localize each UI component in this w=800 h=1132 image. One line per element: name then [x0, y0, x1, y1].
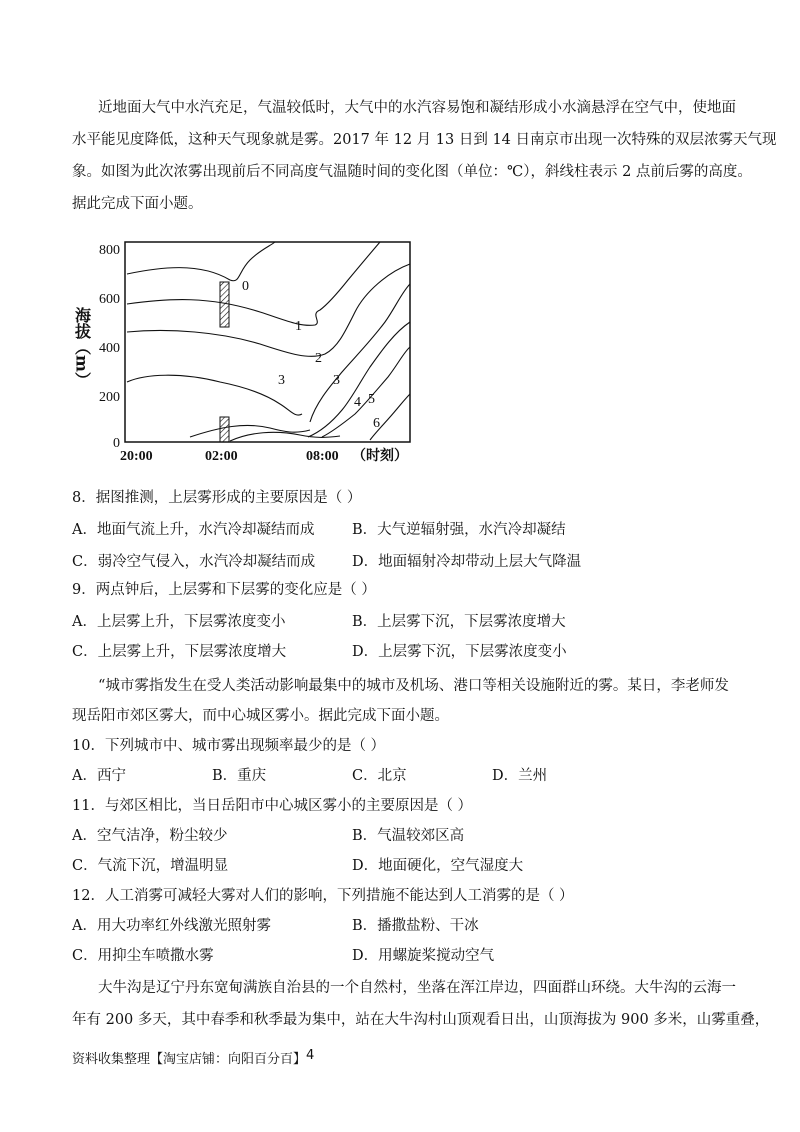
question-12-option-a[interactable]: A．用大功率红外线激光照射雾	[72, 918, 271, 934]
isotherm-surface-1	[190, 425, 310, 437]
y-axis-label: 海拔（m）	[72, 307, 92, 388]
temperature-contour-chart	[70, 232, 430, 467]
x-axis-label: （时刻）	[352, 448, 408, 464]
question-8-option-a[interactable]: A．地面气流上升，水汽冷却凝结而成	[72, 522, 315, 538]
isotherm-label-1: 1	[295, 319, 302, 334]
footer-source: 资料收集整理【淘宝店铺：向阳百分百】	[72, 1052, 307, 1067]
intro-line-1: 近地面大气中水汽充足，气温较低时，大气中的水汽容易饱和凝结形成小水滴悬浮在空气中，使地面	[98, 100, 736, 116]
question-10-option-b[interactable]: B．重庆	[212, 768, 267, 784]
question-9-option-c[interactable]: C．上层雾上升，下层雾浓度增大	[72, 644, 287, 660]
isotherm-label-0: 0	[242, 279, 249, 294]
question-11-option-b[interactable]: B．气温较郊区高	[352, 828, 465, 844]
question-9-option-a[interactable]: A．上层雾上升，下层雾浓度变小	[72, 614, 286, 630]
question-11-option-a[interactable]: A．空气洁净，粉尘较少	[72, 828, 228, 844]
isotherm-label-6: 6	[373, 416, 380, 431]
intro-line-2: 水平能见度降低，这种天气现象就是雾。2017 年 12 月 13 日到 14 日南京市出现一次特殊的双层浓雾天气现	[72, 132, 777, 148]
y-tick-0: 0	[113, 436, 120, 451]
passage-2-line-1: “城市雾指发生在受人类活动影响最集中的城市及机场、港口等相关设施附近的雾。某日，李老师发	[98, 678, 729, 694]
isotherm-label-3a: 3	[278, 373, 285, 388]
intro-line-3: 象。如图为此次浓雾出现前后不同高度气温随时间的变化图（单位：℃），斜线柱表示 2 点前后雾的高度。	[72, 164, 752, 180]
y-tick-200: 200	[99, 390, 120, 405]
question-10-option-c[interactable]: C．北京	[352, 768, 407, 784]
y-tick-800: 800	[99, 243, 120, 258]
question-12-option-d[interactable]: D．用螺旋桨搅动空气	[352, 948, 495, 964]
question-8-stem: 8．据图推测，上层雾形成的主要原因是（ ）	[72, 490, 362, 506]
question-11-option-c[interactable]: C．气流下沉，增温明显	[72, 858, 229, 874]
passage-3-line-1: 大牛沟是辽宁丹东宽甸满族自治县的一个自然村，坐落在浑江岸边，四面群山环绕。大牛沟的云海一	[98, 980, 736, 996]
intro-line-4: 据此完成下面小题。	[72, 196, 203, 212]
question-12-stem: 12．人工消雾可减轻大雾对人们的影响，下列措施不能达到人工消雾的是（ ）	[72, 888, 574, 904]
isotherm-label-5: 5	[368, 392, 375, 407]
question-12-option-b[interactable]: B．播撒盐粉、干冰	[352, 918, 479, 934]
plot-frame	[125, 242, 410, 442]
isotherm-1	[127, 242, 380, 325]
question-11-option-d[interactable]: D．地面硬化，空气湿度大	[352, 858, 524, 874]
passage-2-line-2: 现岳阳市郊区雾大，而中心城区雾小。据此完成下面小题。	[72, 708, 449, 724]
y-tick-600: 600	[99, 292, 120, 307]
x-tick-0200: 02:00	[205, 449, 238, 464]
question-12-option-c[interactable]: C．用抑尘车喷撒水雾	[72, 948, 214, 964]
question-9-stem: 9．两点钟后，上层雾和下层雾的变化应是（ ）	[72, 582, 376, 598]
question-10-option-d[interactable]: D．兰州	[492, 768, 548, 784]
isotherm-label-3b: 3	[333, 373, 340, 388]
isotherm-0	[127, 242, 275, 281]
question-11-stem: 11．与郊区相比，当日岳阳市中心城区雾小的主要原因是（ ）	[72, 798, 473, 814]
isotherm-4	[308, 322, 410, 437]
question-8-option-d[interactable]: D．地面辐射冷却带动上层大气降温	[352, 554, 582, 570]
question-10-option-a[interactable]: A．西宁	[72, 768, 126, 784]
passage-3-line-2: 年有 200 多天，其中春季和秋季最为集中，站在大牛沟村山顶观看日出，山顶海拔为 900 多米，山雾重叠，	[72, 1012, 770, 1028]
isotherm-label-2: 2	[315, 351, 322, 366]
isotherm-label-4: 4	[354, 395, 361, 410]
fog-column-lower	[220, 417, 229, 442]
question-9-option-b[interactable]: B．上层雾下沉，下层雾浓度增大	[352, 614, 566, 630]
y-tick-400: 400	[99, 341, 120, 356]
isotherm-surface-2	[230, 432, 340, 441]
question-9-option-d[interactable]: D．上层雾下沉，下层雾浓度变小	[352, 644, 567, 660]
x-tick-0800: 08:00	[306, 449, 339, 464]
fog-column-upper	[220, 282, 229, 327]
isotherm-5	[322, 347, 410, 437]
page-number: 4	[306, 1048, 315, 1063]
question-10-stem: 10．下列城市中、城市雾出现频率最少的是（ ）	[72, 738, 386, 754]
question-8-option-b[interactable]: B．大气逆辐射强，水汽冷却凝结	[352, 522, 566, 538]
question-8-option-c[interactable]: C．弱冷空气侵入，水汽冷却凝结而成	[72, 554, 316, 570]
x-tick-2000: 20:00	[120, 449, 153, 464]
isotherm-3a	[127, 375, 302, 415]
